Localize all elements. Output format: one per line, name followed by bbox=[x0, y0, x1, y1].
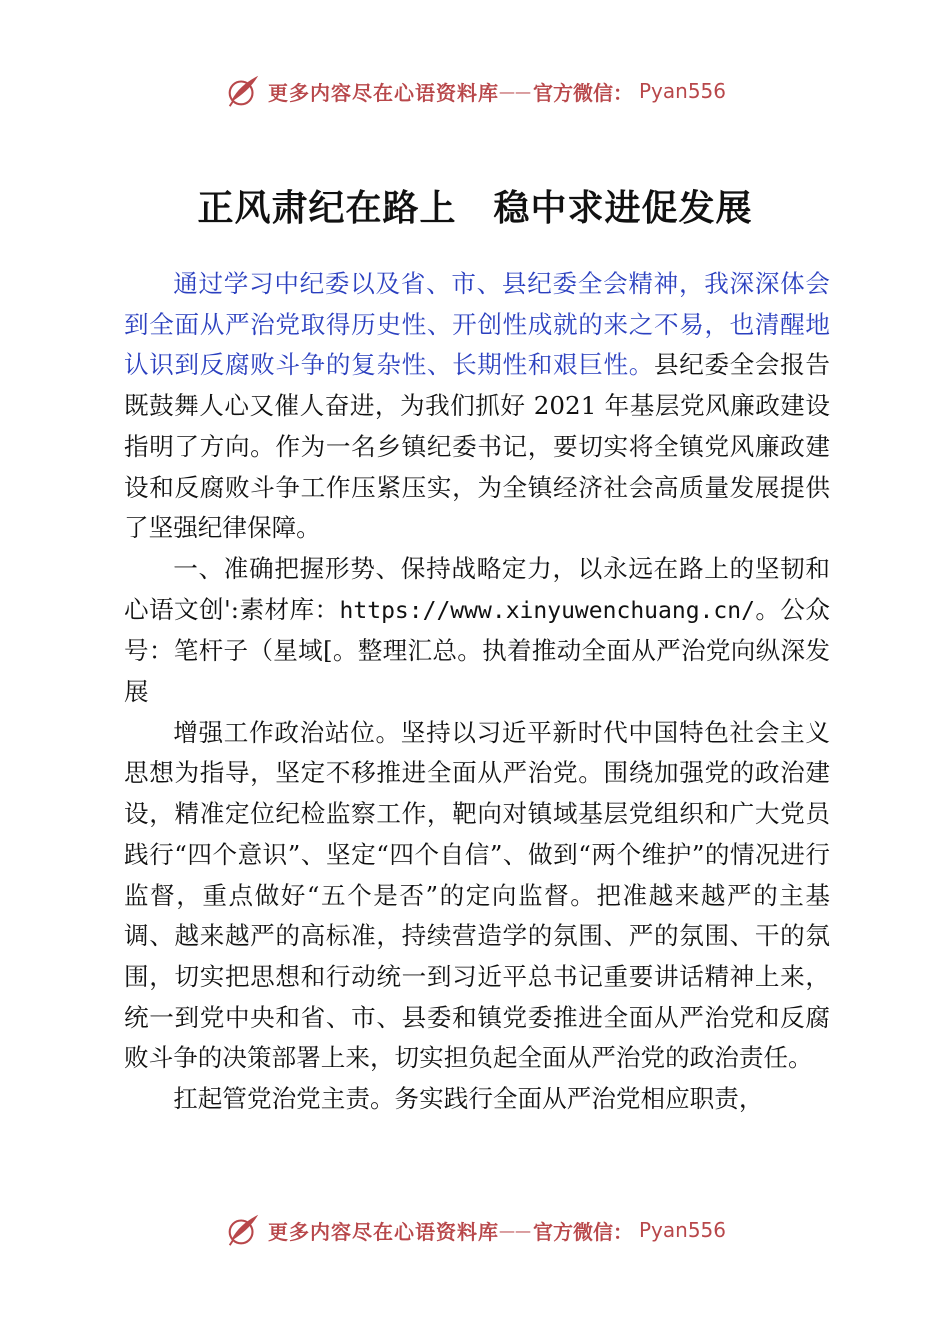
footer-banner bbox=[0, 1205, 950, 1255]
document-body bbox=[124, 264, 830, 1120]
intro-rest: 县纪委全会报告既鼓舞人心又催人奋进，为我们抓好 2021 年基层党风廉政建设指明了方向。作为一名乡镇纪委书记，要切实将全镇党风廉政建设和反腐败斗争工作压紧压实，为全镇经济社会高质量发展提供了坚强纪律保障。 bbox=[124, 350, 830, 543]
intro-paragraph bbox=[124, 264, 830, 549]
banner-title: 更多内容尽在心语资料库 bbox=[267, 80, 499, 105]
section1-text-b: 。公众号：笔杆子（星域[。整理汇总。执着推动全面从严治党向纵深发展 bbox=[124, 594, 830, 707]
banner-wechat-label: 官方微信： bbox=[532, 80, 633, 105]
footer-banner-dash: —— bbox=[498, 1220, 531, 1240]
header-banner bbox=[0, 66, 950, 116]
footer-wechat-id: Pyan556 bbox=[638, 1218, 726, 1242]
paragraph-main-responsibility: 扛起管党治党主责。务实践行全面从严治党相应职责， bbox=[173, 1084, 764, 1114]
banner-wechat-id: Pyan556 bbox=[638, 79, 726, 103]
source-url: https://www.xinyuwenchuang.cn/ bbox=[339, 597, 755, 624]
section-heading-1 bbox=[124, 549, 830, 713]
section1-text-a: 一、准确把握形势、保持战略定力，以永远在路上的坚韧和心语文创':素材库： bbox=[124, 553, 830, 624]
paragraph-political-position: 增强工作政治站位。坚持以习近平新时代中国特色社会主义思想为指导，坚定不移推进全面从严治党。围绕加强党的政治建设，精准定位纪检监察工作，靶向对镇域基层党组织和广大党员践行“四个意识”、坚定“四个自信”、做到“两个维护”的情况进行监督，重点做好“五个是否”的定向监督。把准越来越严的主基调、越来越严的高标准，持续营造学的氛围、严的氛围、干的氛围，切实把思想和行动统一到习近平总书记重要讲话精神上来，统一到党中央和省、市、县委和镇党委推进全面从严治党和反腐败斗争的决策部署上来，切实担负起全面从严治党的政治责任。 bbox=[124, 717, 830, 1073]
quill-logo-icon bbox=[224, 1211, 262, 1249]
footer-wechat-label: 官方微信： bbox=[532, 1219, 633, 1244]
quill-logo-icon bbox=[224, 72, 262, 110]
banner-dash: —— bbox=[498, 81, 531, 101]
document-title: 正风肃纪在路上 稳中求进促发展 bbox=[197, 188, 753, 229]
intro-highlight: 通过学习中纪委以及省、市、县纪委全会精神，我深深体会到全面从严治党取得历史性、开创性成就的来之不易，也清醒地认识到反腐败斗争的复杂性、长期性和艰巨性。 bbox=[124, 269, 830, 380]
footer-banner-title: 更多内容尽在心语资料库 bbox=[267, 1219, 499, 1244]
